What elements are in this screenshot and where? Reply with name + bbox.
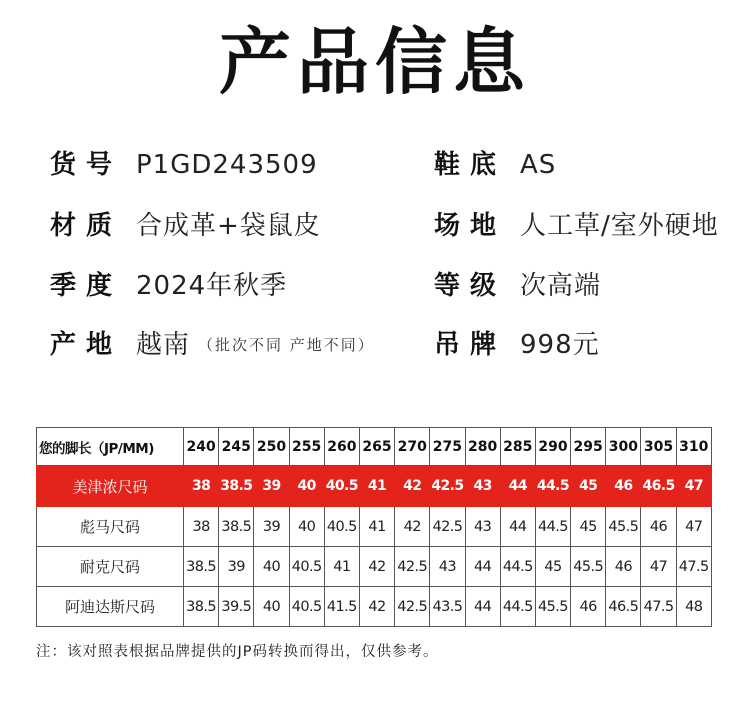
size-cell: 39 xyxy=(254,507,289,547)
info-row-grade xyxy=(434,266,734,306)
info-value xyxy=(136,325,375,365)
info-value: P1GD243509 xyxy=(136,150,318,180)
size-cell: 42.5 xyxy=(395,547,430,587)
size-cell: 40 xyxy=(289,466,324,507)
size-cell: 42 xyxy=(359,587,394,627)
size-cell: 42.5 xyxy=(430,507,465,547)
info-row-season xyxy=(50,266,410,306)
size-cell: 38.5 xyxy=(184,587,219,627)
size-cell: 44 xyxy=(465,547,500,587)
size-cell: 45.5 xyxy=(535,587,570,627)
header-label: 您的脚长（JP/MM) xyxy=(37,428,184,466)
jp-size-cell: 260 xyxy=(324,428,359,466)
info-label: 场地 xyxy=(434,211,507,241)
jp-size-cell: 275 xyxy=(430,428,465,466)
size-cell: 44.5 xyxy=(500,587,535,627)
jp-size-cell: 290 xyxy=(535,428,570,466)
row-label: 耐克尺码 xyxy=(37,547,184,587)
size-cell: 40 xyxy=(289,507,324,547)
info-label: 吊牌 xyxy=(434,330,507,360)
size-cell: 40.5 xyxy=(324,466,359,507)
info-row-material xyxy=(50,206,410,246)
size-cell: 46 xyxy=(606,466,641,507)
size-cell: 40 xyxy=(254,587,289,627)
table-header-row xyxy=(37,428,712,466)
size-cell: 41 xyxy=(359,466,394,507)
size-cell: 44.5 xyxy=(500,547,535,587)
size-cell: 38.5 xyxy=(219,466,254,507)
size-cell: 43 xyxy=(465,507,500,547)
size-cell: 44 xyxy=(500,466,535,507)
size-cell: 46.5 xyxy=(606,587,641,627)
size-cell: 47 xyxy=(641,547,676,587)
info-row-field xyxy=(434,206,734,246)
size-cell: 47 xyxy=(676,507,711,547)
jp-size-cell: 255 xyxy=(289,428,324,466)
size-cell: 40.5 xyxy=(324,507,359,547)
info-value: AS xyxy=(520,150,557,180)
info-label: 产地 xyxy=(50,330,123,360)
jp-size-cell: 300 xyxy=(606,428,641,466)
size-cell: 45.5 xyxy=(606,507,641,547)
size-table xyxy=(36,427,712,627)
size-cell: 44.5 xyxy=(535,466,570,507)
size-cell: 44.5 xyxy=(535,507,570,547)
jp-size-cell: 295 xyxy=(571,428,606,466)
size-cell: 45 xyxy=(535,547,570,587)
size-cell: 41.5 xyxy=(324,587,359,627)
size-cell: 42.5 xyxy=(395,587,430,627)
jp-size-cell: 270 xyxy=(395,428,430,466)
size-cell: 43 xyxy=(465,466,500,507)
size-cell: 46.5 xyxy=(641,466,676,507)
row-label: 美津浓尺码 xyxy=(37,466,184,507)
size-cell: 38 xyxy=(184,466,219,507)
size-cell: 45 xyxy=(571,507,606,547)
jp-size-cell: 305 xyxy=(641,428,676,466)
size-cell: 38.5 xyxy=(184,547,219,587)
size-chart xyxy=(36,427,711,627)
size-cell: 38 xyxy=(184,507,219,547)
row-label: 阿迪达斯尺码 xyxy=(37,587,184,627)
size-cell: 41 xyxy=(324,547,359,587)
size-cell: 42 xyxy=(395,466,430,507)
size-cell: 42.5 xyxy=(430,466,465,507)
table-row xyxy=(37,587,712,627)
size-cell: 44 xyxy=(500,507,535,547)
size-cell: 40.5 xyxy=(289,587,324,627)
size-cell: 47.5 xyxy=(641,587,676,627)
table-row xyxy=(37,547,712,587)
size-cell: 46 xyxy=(606,547,641,587)
info-row-item-number xyxy=(50,145,410,185)
origin-value: 越南 xyxy=(136,330,191,360)
info-value: 次高端 xyxy=(520,271,602,301)
size-cell: 43.5 xyxy=(430,587,465,627)
size-cell: 43 xyxy=(430,547,465,587)
info-label: 等级 xyxy=(434,271,507,301)
info-value: 2024年秋季 xyxy=(136,271,288,301)
size-cell: 42 xyxy=(359,547,394,587)
page-title: 产品信息 xyxy=(218,20,531,104)
info-label: 鞋底 xyxy=(434,150,507,180)
row-label: 彪马尺码 xyxy=(37,507,184,547)
info-row-origin xyxy=(50,325,420,365)
size-cell: 46 xyxy=(571,587,606,627)
size-cell: 45 xyxy=(571,466,606,507)
footnote: 注：该对照表根据品牌提供的JP码转换而得出，仅供参考。 xyxy=(36,644,439,660)
jp-size-cell: 245 xyxy=(219,428,254,466)
jp-size-cell: 250 xyxy=(254,428,289,466)
jp-size-cell: 240 xyxy=(184,428,219,466)
origin-note: （批次不同 产地不同） xyxy=(198,336,375,354)
size-cell: 46 xyxy=(641,507,676,547)
jp-size-cell: 285 xyxy=(500,428,535,466)
info-value: 合成革+袋鼠皮 xyxy=(136,211,321,241)
info-value: 998元 xyxy=(520,330,600,360)
size-cell: 47 xyxy=(676,466,711,507)
size-cell: 47.5 xyxy=(676,547,711,587)
size-cell: 45.5 xyxy=(571,547,606,587)
info-row-outsole xyxy=(434,145,734,185)
jp-size-cell: 310 xyxy=(676,428,711,466)
table-row xyxy=(37,507,712,547)
size-cell: 39 xyxy=(219,547,254,587)
size-cell: 39.5 xyxy=(219,587,254,627)
info-value: 人工草/室外硬地 xyxy=(520,211,719,241)
size-cell: 40 xyxy=(254,547,289,587)
size-cell: 48 xyxy=(676,587,711,627)
size-cell: 40.5 xyxy=(289,547,324,587)
size-cell: 39 xyxy=(254,466,289,507)
info-label: 货号 xyxy=(50,150,123,180)
info-label: 季度 xyxy=(50,271,123,301)
size-cell: 41 xyxy=(359,507,394,547)
size-cell: 42 xyxy=(395,507,430,547)
info-row-tag-price xyxy=(434,325,734,365)
size-cell: 44 xyxy=(465,587,500,627)
table-row xyxy=(37,466,712,507)
jp-size-cell: 280 xyxy=(465,428,500,466)
jp-size-cell: 265 xyxy=(359,428,394,466)
info-label: 材质 xyxy=(50,211,123,241)
size-cell: 38.5 xyxy=(219,507,254,547)
